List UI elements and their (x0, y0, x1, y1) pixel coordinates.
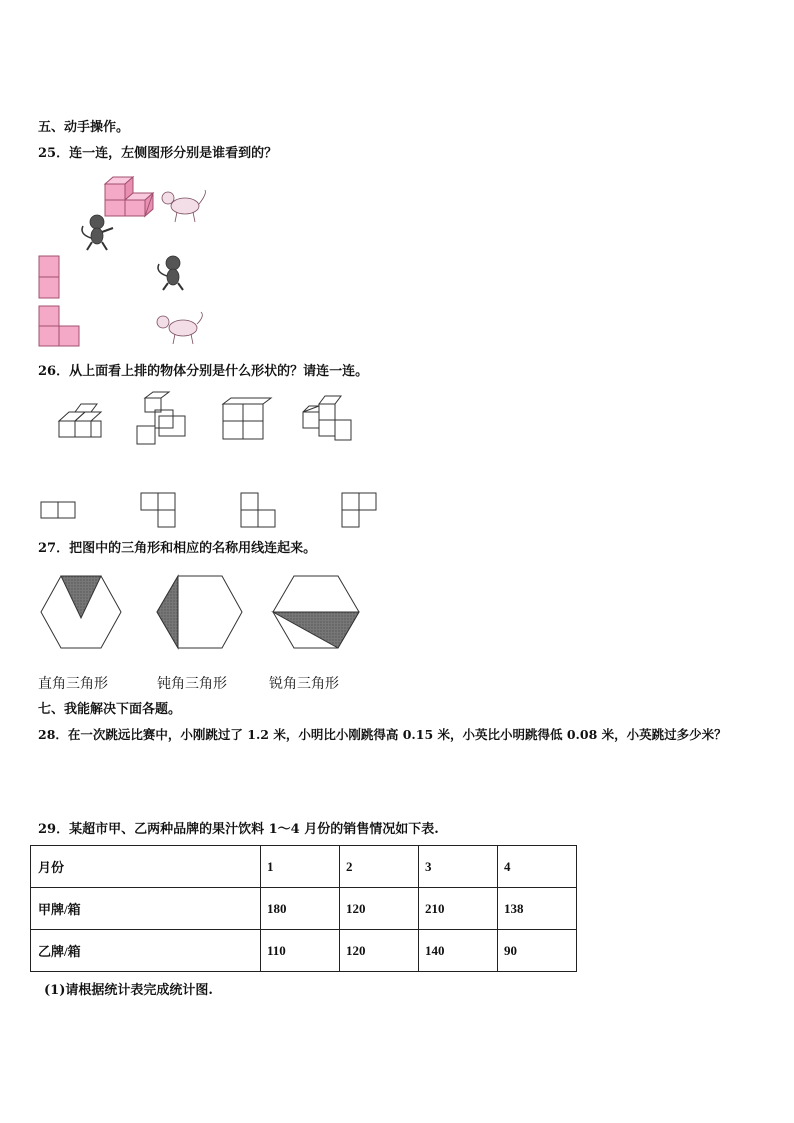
sales-table (30, 845, 577, 972)
table-cell: 2 (340, 846, 419, 888)
monkey-icon-2 (158, 256, 183, 290)
hexagon-2 (157, 576, 242, 648)
q25-figure (35, 172, 235, 352)
section-heading-7: 七、我能解决下面各题。 (38, 702, 182, 717)
cube-group-2 (137, 392, 185, 444)
table-cell: 1 (261, 846, 340, 888)
view-1 (41, 502, 75, 518)
section-heading-5: 五、动手操作。 (38, 120, 130, 135)
table-cell: 210 (419, 888, 498, 930)
view-4 (342, 493, 376, 527)
question-26-text: 26．从上面看上排的物体分别是什么形状的？请连一连。 (38, 364, 369, 379)
stacked-cubes (105, 177, 153, 228)
table-row (31, 888, 577, 930)
view-2 (141, 493, 175, 527)
table-cell: 140 (419, 930, 498, 972)
table-cell: 3 (419, 846, 498, 888)
hexagon-3 (273, 576, 359, 648)
table-cell: 4 (498, 846, 577, 888)
label-right-triangle: 直角三角形 (38, 676, 108, 692)
table-cell: 180 (261, 888, 340, 930)
dog-icon-2 (157, 312, 202, 344)
view-two-squares-vertical (39, 256, 59, 298)
table-cell: 月份 (31, 846, 261, 888)
hexagon-1 (41, 576, 121, 648)
question-25-text: 25．连一连，左侧图形分别是谁看到的？ (38, 146, 278, 161)
view-l-shape (39, 306, 79, 346)
table-cell: 138 (498, 888, 577, 930)
monkey-icon (82, 215, 113, 250)
view-3 (241, 493, 275, 527)
question-29-sub1: (1)请根据统计表完成统计图. (44, 983, 213, 998)
table-cell: 120 (340, 888, 419, 930)
table-row (31, 930, 577, 972)
question-27-text: 27．把图中的三角形和相应的名称用线连起来。 (38, 541, 317, 556)
cube-group-3 (223, 398, 271, 439)
table-cell: 90 (498, 930, 577, 972)
cube-group-4 (303, 396, 351, 440)
label-obtuse-triangle: 钝角三角形 (157, 676, 227, 692)
dog-icon (162, 190, 205, 222)
table-cell: 110 (261, 930, 340, 972)
table-cell: 乙牌/箱 (31, 930, 261, 972)
table-cell: 甲牌/箱 (31, 888, 261, 930)
table-header-row (31, 846, 577, 888)
cube-group-1 (59, 404, 101, 437)
question-29-text: 29．某超市甲、乙两种品牌的果汁饮料 1～4 月份的销售情况如下表. (38, 822, 439, 837)
question-28-text: 28．在一次跳远比赛中，小刚跳过了 1.2 米，小明比小刚跳得高 0.15 米，小英比小明跳得低 0.08 米，小英跳过多少米？ (38, 727, 727, 742)
q26-figure (35, 390, 395, 535)
label-acute-triangle: 锐角三角形 (269, 676, 339, 692)
q27-figure (35, 570, 375, 660)
table-cell: 120 (340, 930, 419, 972)
